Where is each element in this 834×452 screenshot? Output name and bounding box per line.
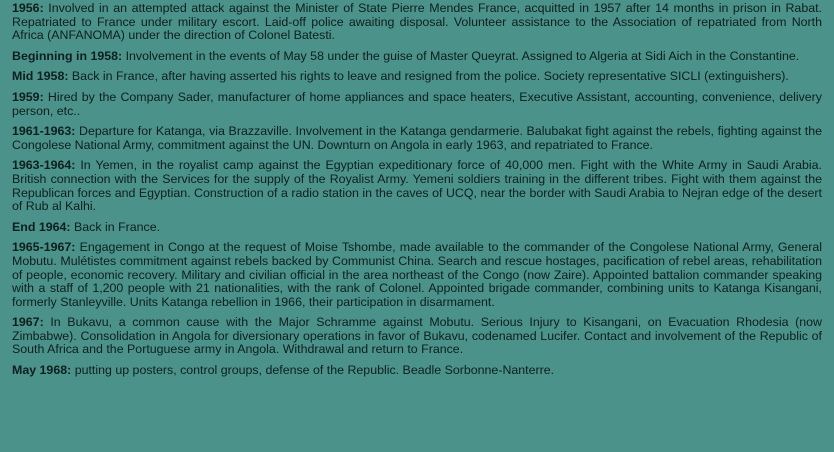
entry-date: May 1968: [12,363,72,378]
entry-date: Mid 1958: [12,69,69,84]
entry-text: Departure for Katanga, via Brazzaville. Involvement in the Katanga gendarmerie. Balubakat fight against the rebels, fighting against the Congolese National Army, commitment against the UN. Downturn on Angola in early 1963, and repatriated to France. [12,124,822,152]
entry-date: 1961-1963: [12,124,76,139]
entry-date: 1963-1964: [12,158,76,173]
entry-date: 1967: [12,315,44,330]
entry-text: Hired by the Company Sader, manufacturer of home appliances and space heaters, Executive Assistant, accounting, convenience, delivery person, etc.. [12,89,822,118]
timeline-entry-1956 [12,2,822,43]
entry-date: 1959: [12,89,44,104]
timeline-entry-beginning-1958 [12,50,822,64]
entry-date: End 1964: [12,219,71,234]
timeline-entry-1961-1963 [12,125,822,152]
timeline-entry-mid-1958 [12,70,822,84]
entry-text: Engagement in Congo at the request of Moise Tshombe, made available to the commander of the Congolese National Army, General Mobutu. Mulétistes commitment against rebels backed by Communist China. Search and rescue hostages, pacification of rebel areas, rehabilitation of people, economic recovery. Military and civilian official in the area northeast of the Congo (now Zaire). Appointed battalion commander speaking with a staff of 1,200 people with 21 nationalities, with the rank of Colonel. Appointed brigade commander, combining units to Katanga Kisangani, formerly Stanleyville. Units Katanga rebellion in 1966, their participation in disarmament. [12,240,822,309]
entry-date: 1965-1967: [12,240,76,255]
timeline-entry-may-1968 [12,364,822,378]
entry-date: 1956: [12,1,44,15]
entry-text: In Yemen, in the royalist camp against the Egyptian expeditionary force of 40,000 men. Fight with the White Army in Saudi Arabia. British connection with the Services for the supply of the Royalist Army. Yemeni soldiers training in the different tribes. Fight with them against the Republican forces and Egyptian. Construction of a radio station in the caves of UCQ, near the border with Saudi Arabia to Nejran edge of the desert of Rub al Kalhi. [12,158,822,214]
entry-date: Beginning in 1958: [12,48,123,63]
timeline-entry-1963-1964 [12,159,822,213]
entry-text: In Bukavu, a common cause with the Major Schramme against Mobutu. Serious Injury to Kisangani, on Evacuation Rhodesia (now Zimbabwe). Consolidation in Angola for diversionary operations in favor of Bukavu, codenamed Lucifer. Contact and involvement of the Republic of South Africa and the Portuguese army in Angola. Withdrawal and return to France. [12,315,822,357]
timeline-entry-1967 [12,316,822,357]
timeline-entry-end-1964 [12,221,822,235]
entry-text: Involvement in the events of May 58 under the guise of Master Queyrat. Assigned to Algeria at Sidi Aich in the Constantine. [122,48,800,63]
entry-text: Back in France, after having asserted his rights to leave and resigned from the police. Society representative SICLI (extinguishers). [68,69,789,84]
entry-text: Back in France. [70,219,161,234]
entry-text: Involved in an attempted attack against the Minister of State Pierre Mendes France, acquitted in 1957 after 14 months in prison in Rabat. Repatriated to France under military escort. Laid-off police awaiting disposal. Volunteer assistance to the Association of repatriated from North Africa (ANFANOMA) under the direction of Colonel Batesti. [12,1,822,43]
timeline-entry-1959 [12,91,822,118]
timeline-entry-1965-1967 [12,241,822,309]
entry-text: putting up posters, control groups, defense of the Republic. Beadle Sorbonne-Nanterre. [71,363,555,378]
